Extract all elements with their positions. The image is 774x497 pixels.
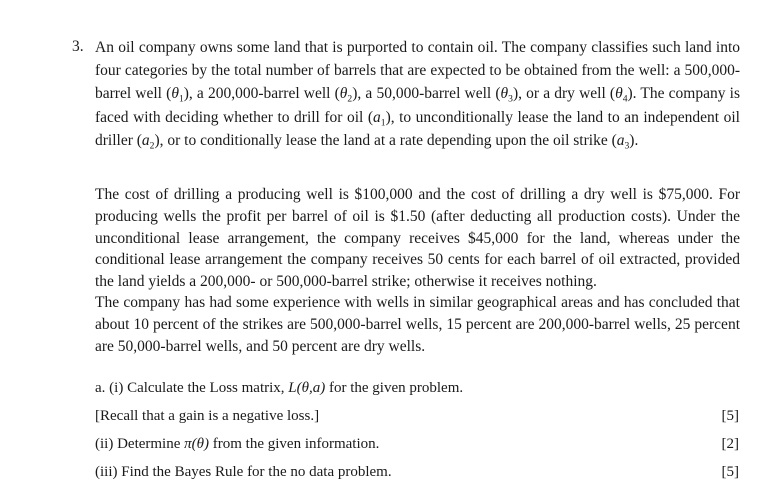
loss-formula: L(θ,a) (288, 380, 326, 396)
question-paragraph-2: The cost of drilling a producing well is $100,000 and the cost of drilling a dry well is $75,000. For producing wells the profit per barrel of oil is $1.50 (after deducting all production costs). Under the unconditional lease arrangement, the company receives $45,000 for the land, whereas under the conditional lease arrangement the company receives 50 cents for each barrel of oil extracted, provided the land yields a 200,000- or 500,000-barrel strike; otherwise it receives nothing. (95, 186, 740, 291)
action-3-symbol: a (616, 131, 625, 149)
part-a-iii: (iii) Find the Bayes Rule for the no data problem. [5] (95, 461, 740, 483)
marks-a-iii: [5] (721, 464, 739, 480)
action-2-symbol: a (141, 131, 150, 149)
question-paragraph-1: An oil company owns some land that is purported to contain oil. The company classifies such land into four categories by the total number of barrels that are expected to be obtained from the well: a 500,000-barrel well $(\theta_1)$, a 200,000-barrel well $(\theta_2)$, a 50,000-barrel well $(\theta_3)$, or a dry well $(\theta_4)$. The company is faced with deciding whether to drill for oil $(a_1)$, to unconditionally lease the land to an independent oil driller $(a_2)$, or to conditionally lease the land at a rate depending upon the oil strike $(a_3)$. (95, 39, 740, 152)
part-a-recall: [Recall that a gain is a negative loss.] [5] (95, 405, 740, 427)
theta-1-symbol: θ (171, 85, 179, 103)
theta-2-symbol: θ (339, 85, 348, 103)
theta-3-symbol: θ (500, 85, 509, 103)
theta-4-symbol: θ (615, 85, 623, 103)
question-number: 3. (72, 38, 84, 55)
part-a-ii: (ii) Determine π(θ) from the given information. [2] (95, 433, 740, 455)
prior-formula: π(θ) (184, 436, 210, 452)
marks-a-ii: [2] (721, 436, 739, 452)
part-a-i: a. (i) Calculate the Loss matrix, L(θ,a) for the given problem. (95, 380, 464, 396)
question-paragraph-3: The company has had some experience with wells in similar geographical areas and has concluded that about 10 percent of the strikes are 500,000-barrel wells, 15 percent are 200,000-barrel wells, 25 percent are 50,000-barrel wells, and 50 percent are dry wells. (95, 294, 740, 355)
marks-a-i: [5] (721, 408, 739, 424)
action-1-symbol: a (373, 108, 381, 126)
